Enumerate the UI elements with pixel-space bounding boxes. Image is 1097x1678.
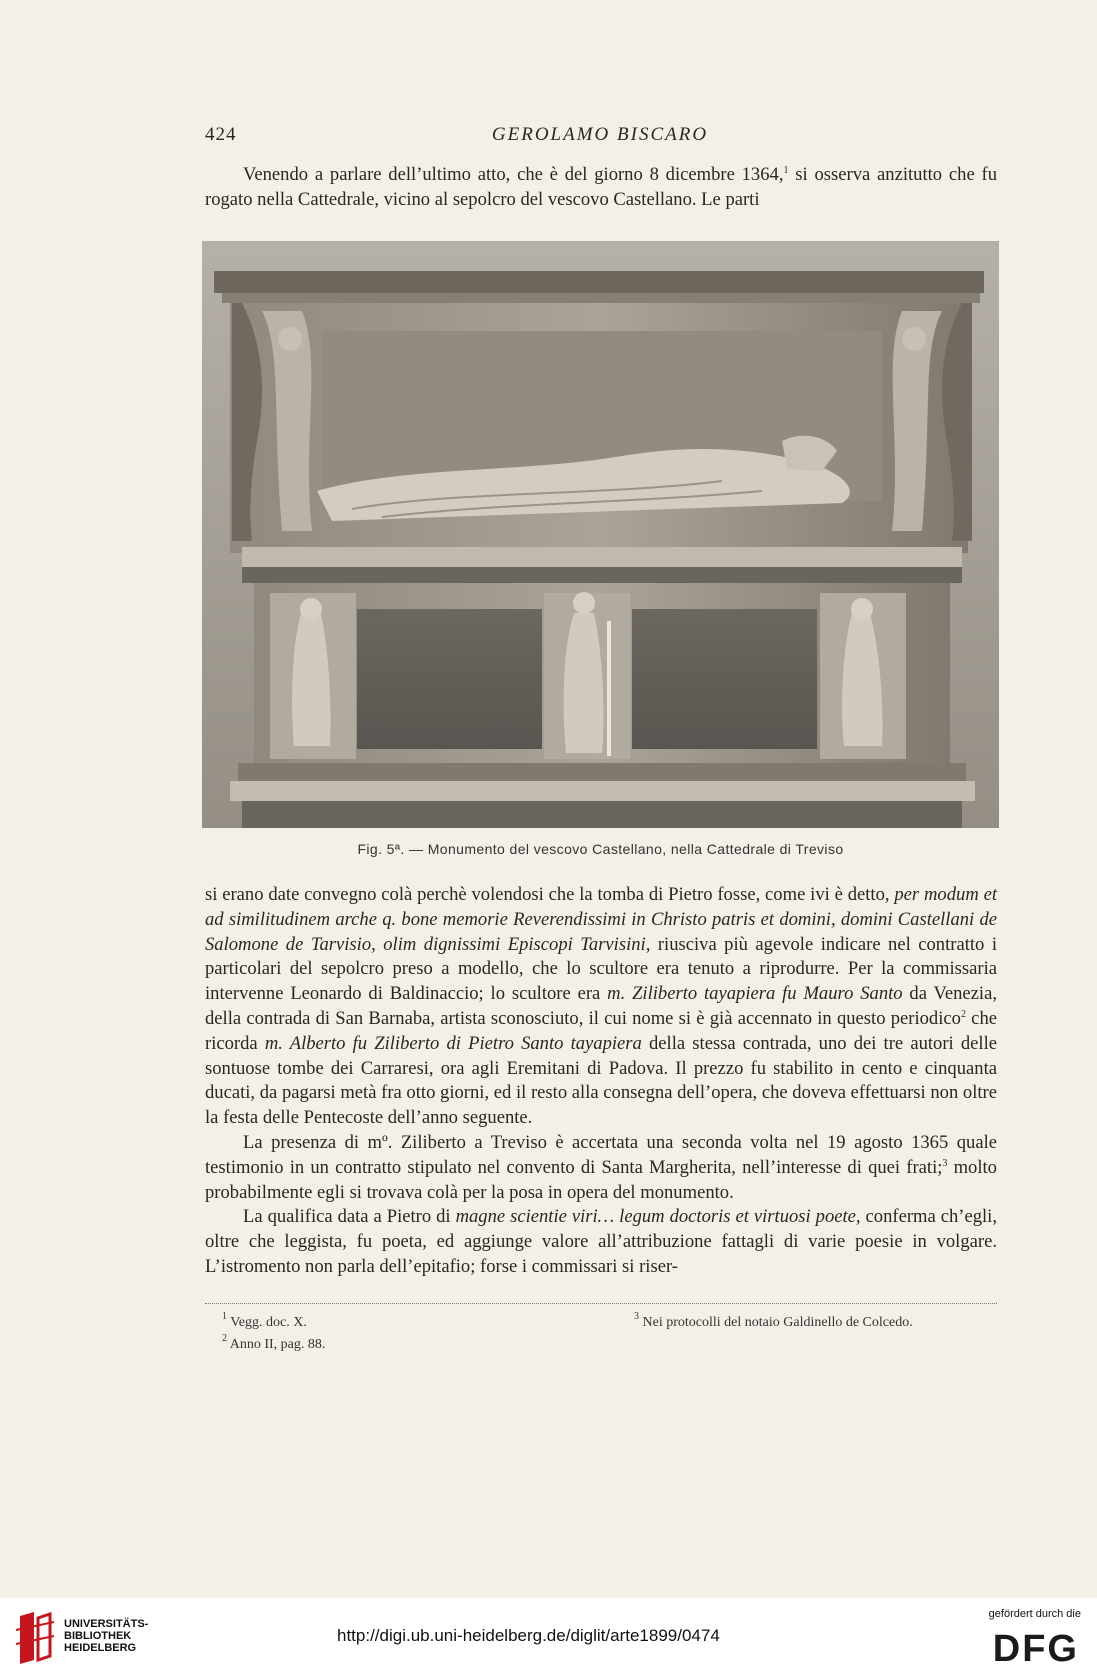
footnote-divider <box>205 1303 997 1304</box>
footnote-ref-3[interactable]: 3 <box>942 1157 948 1169</box>
dfg-logo: DFG <box>992 1628 1079 1670</box>
library-name: UNIVERSITÄTS- BIBLIOTHEK HEIDELBERG <box>64 1618 149 1654</box>
monument-illustration <box>202 241 999 828</box>
intro-paragraph: Venendo a parlare dell’ultimo atto, che è del giorno 8 dicembre 1364,$^1$ si osserva anzitutto che fu rogato nella Cattedrale, vicino al sepolcro del vescovo Castellano. Le parti <box>205 164 997 210</box>
footnote-ref-2[interactable]: 2 <box>960 1008 966 1020</box>
footnote-3: $^3$ Nei protocolli del notaio Galdinello de Colcedo. <box>634 1311 913 1330</box>
figure-caption: Fig. 5ª. — Monumento del vescovo Castellano, nella Cattedrale di Treviso <box>357 841 844 857</box>
source-url-link[interactable]: http://digi.ub.uni-heidelberg.de/diglit/arte1899/0474 <box>337 1626 720 1645</box>
running-title: GEROLAMO BISCARO <box>491 124 709 145</box>
monument-photograph <box>202 241 999 828</box>
digitization-footer <box>0 1598 1097 1678</box>
running-head <box>205 124 995 152</box>
footnote-ref-1[interactable]: 1 <box>783 165 789 176</box>
university-library-logo-icon <box>14 1610 56 1668</box>
footnote-1: $^1$ Vegg. doc. X. <box>222 1311 307 1330</box>
paragraph-1: si erano date convegno colà perchè volendosi che la tomba di Pietro fosse, come ivi è detto, per modum et ad similitudinem arche q. bone memorie Reverendissimi in Christo patris et domini, domini Castellani de Salomone de Tarvisio, olim dignissimi Episcopi Tarvisini, riusciva più agevole indicare nel contratto i particolari del sepolcro preso a modello, che lo scultore era tenuto a riprodurre. Per la commissaria intervenne Leonardo di Baldinaccio; lo scultore era m. Ziliberto tayapiera fu Mauro Santo da Venezia, della contrada di San Barnaba, artista sconosciuto, il cui nome si è già accennato in questo periodico$^2$ che ricorda m. Alberto fu Ziliberto di Pietro Santo tayapiera della stessa contrada, uno dei tre autori delle sontuose tombe dei Carraresi, ora agli Eremitani di Padova. Il prezzo fu stabilito in cento e cinquanta ducati, da pagarsi metà fra otto giorni, ed il resto alla consegna dell’opera, che doveva effettuarsi non oltre la festa delle Pentecoste dell’anno seguente. <box>205 884 997 1129</box>
page-number: 424 <box>205 124 237 145</box>
footnote-2: $^2$ Anno II, pag. 88. <box>222 1333 326 1352</box>
paragraph-3: La qualifica data a Pietro di magne scientie viri… legum doctoris et virtuosi poete, conferma ch’egli, oltre che leggista, fu poeta, ed aggiunge valore all’attribuzione fattagli di varie poesie in volgare. L’istromento non parla dell’epitafio; forse i commissari si riser- <box>205 1206 997 1277</box>
paragraph-2: La presenza di mº. Ziliberto a Treviso è accertata una seconda volta nel 19 agosto 1365 quale testimonio in un contratto stipulato nel convento di Santa Margherita, nell’interesse di quei frati;$^3$ molto probabilmente egli si trovava colà per la posa in opera del monumento. <box>205 1131 997 1203</box>
funding-label: gefördert durch die <box>988 1608 1081 1620</box>
main-text <box>205 883 997 1280</box>
